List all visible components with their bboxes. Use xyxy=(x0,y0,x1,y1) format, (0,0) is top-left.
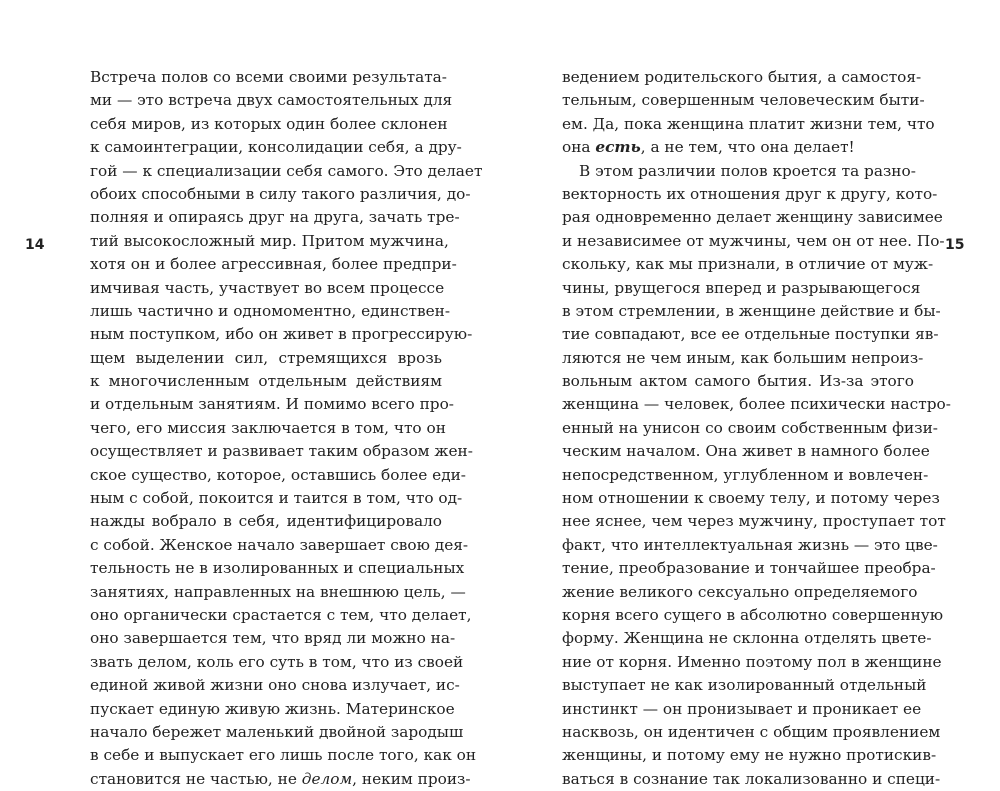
page-number-right: 15 xyxy=(945,237,965,253)
text-line: себя миров, из которых один более склонен xyxy=(90,114,448,133)
text-line: и отдельным занятиям. И помимо всего про- xyxy=(90,395,454,414)
text-line: ным поступком, ибо он живет в прогрессирую- xyxy=(90,325,473,344)
text-line xyxy=(90,768,471,791)
text-line: непосредственном, углубленном и вовлечен- xyxy=(562,465,929,484)
text-line: корня всего сущего в абсолютно совершенную xyxy=(562,605,944,624)
text-line: ем. Да, пока женщина платит жизни тем, что xyxy=(562,114,935,133)
text-line: женщины, и потому ему не нужно протискив- xyxy=(562,746,937,765)
text-line: к многочисленным отдельным действиям xyxy=(90,372,442,391)
text-line: гой — к специализации себя самого. Это делает xyxy=(90,161,483,180)
text-line: тение, преобразование и тончайшее преобра- xyxy=(562,559,936,578)
text-line: звать делом, коль его суть в том, что из своей xyxy=(90,652,464,671)
text-line: оно завершается тем, что вряд ли можно на- xyxy=(90,629,456,648)
text-line: тельность не в изолированных и специальных xyxy=(90,559,465,578)
text-line: ном отношении к своему телу, и потому через xyxy=(562,489,940,508)
text-line: вольным актом самого бытия. Из-за этого xyxy=(562,372,914,391)
text-run: она xyxy=(562,138,596,157)
text-line: инстинкт — он пронизывает и проникает ее xyxy=(562,699,922,718)
text-line: обоих способными в силу такого различия, до- xyxy=(90,184,471,203)
text-line: ческим началом. Она живет в намного более xyxy=(562,442,930,461)
text-line: ние от корня. Именно поэтому пол в женщине xyxy=(562,652,942,671)
text-line: В этом различии полов кроется та разно- xyxy=(579,161,916,180)
page-number-left: 14 xyxy=(25,237,45,253)
text-line: выступает не как изолированный отдельный xyxy=(562,676,927,695)
text-line: жение великого сексуально определяемого xyxy=(562,582,918,601)
text-line: ваться в сознание так локализованно и специ- xyxy=(562,769,941,788)
text-line: полняя и опираясь друг на друга, зачать тре- xyxy=(90,208,460,227)
text-run: , неким произ- xyxy=(352,769,471,788)
right-page-text xyxy=(562,66,951,791)
text-line: енный на унисон со своим собственным физи- xyxy=(562,418,938,437)
text-line: оно органически срастается с тем, что делает, xyxy=(90,605,472,624)
text-line: скольку, как мы признали, в отличие от муж- xyxy=(562,255,934,274)
text-line: тий высокосложный мир. Притом мужчина, xyxy=(90,231,449,250)
text-line: в себе и выпускает его лишь после того, как он xyxy=(90,746,477,765)
text-run: , а не тем, что она делает! xyxy=(640,138,855,157)
text-line: занятиях, направленных на внешнюю цель, — xyxy=(90,582,466,601)
text-line: ляются не чем иным, как большим непроиз- xyxy=(562,348,924,367)
text-line: векторность их отношения друг к другу, кото- xyxy=(562,184,938,203)
text-line: тельным, совершенным человеческим быти- xyxy=(562,91,925,110)
text-line: чего, его миссия заключается в том, что он xyxy=(90,418,446,437)
text-line: чины, рвущегося вперед и разрывающегося xyxy=(562,278,921,297)
text-line: насквозь, он идентичен с общим проявлением xyxy=(562,722,941,741)
text-line: женщина — человек, более психически настро- xyxy=(562,395,951,414)
text-line: хотя он и более агрессивная, более предпри- xyxy=(90,255,457,274)
text-line: с собой. Женское начало завершает свою дея- xyxy=(90,535,469,554)
text-line: начало бережет маленький двойной зародыш xyxy=(90,722,464,741)
text-run: становится не частью, не xyxy=(90,769,302,788)
text-line: рая одновременно делает женщину зависимее xyxy=(562,208,943,227)
text-line: ми — это встреча двух самостоятельных для xyxy=(90,91,453,110)
text-run: делом xyxy=(301,769,353,788)
left-page-text xyxy=(90,66,483,791)
text-line: и независимее от мужчины, чем он от нее. По- xyxy=(562,231,945,250)
text-line: имчивая часть, участвует во всем процессе xyxy=(90,278,445,297)
text-line: Встреча полов со всеми своими результата- xyxy=(90,68,447,86)
text-line: в этом стремлении, в женщине действие и бы- xyxy=(562,301,941,320)
text-line: единой живой жизни оно снова излучает, ис- xyxy=(90,676,460,695)
text-run: есть xyxy=(595,138,641,157)
text-line: пускает единую живую жизнь. Материнское xyxy=(90,699,455,718)
text-line: лишь частично и одномоментно, единствен- xyxy=(90,301,451,320)
text-line: ское существо, которое, оставшись более еди- xyxy=(90,465,466,484)
text-line: ведением родительского бытия, а самостоя- xyxy=(562,68,922,86)
text-line: осуществляет и развивает таким образом жен- xyxy=(90,442,473,461)
text-line: ным с собой, покоится и таится в том, что од- xyxy=(90,489,463,508)
text-line: нее яснее, чем через мужчину, проступает тот xyxy=(562,512,946,531)
text-line: форму. Женщина не склонна отделять цвете- xyxy=(562,629,932,648)
text-line: нажды вобрало в себя, идентифицировало xyxy=(90,512,442,531)
text-line: к самоинтеграции, консолидации себя, а дру- xyxy=(90,138,462,157)
text-line: факт, что интеллектуальная жизнь — это цве- xyxy=(562,535,938,554)
text-line: тие совпадают, все ее отдельные поступки яв- xyxy=(562,325,939,344)
text-line xyxy=(562,136,914,159)
text-line: щем выделении сил, стремящихся врозь xyxy=(90,348,442,367)
